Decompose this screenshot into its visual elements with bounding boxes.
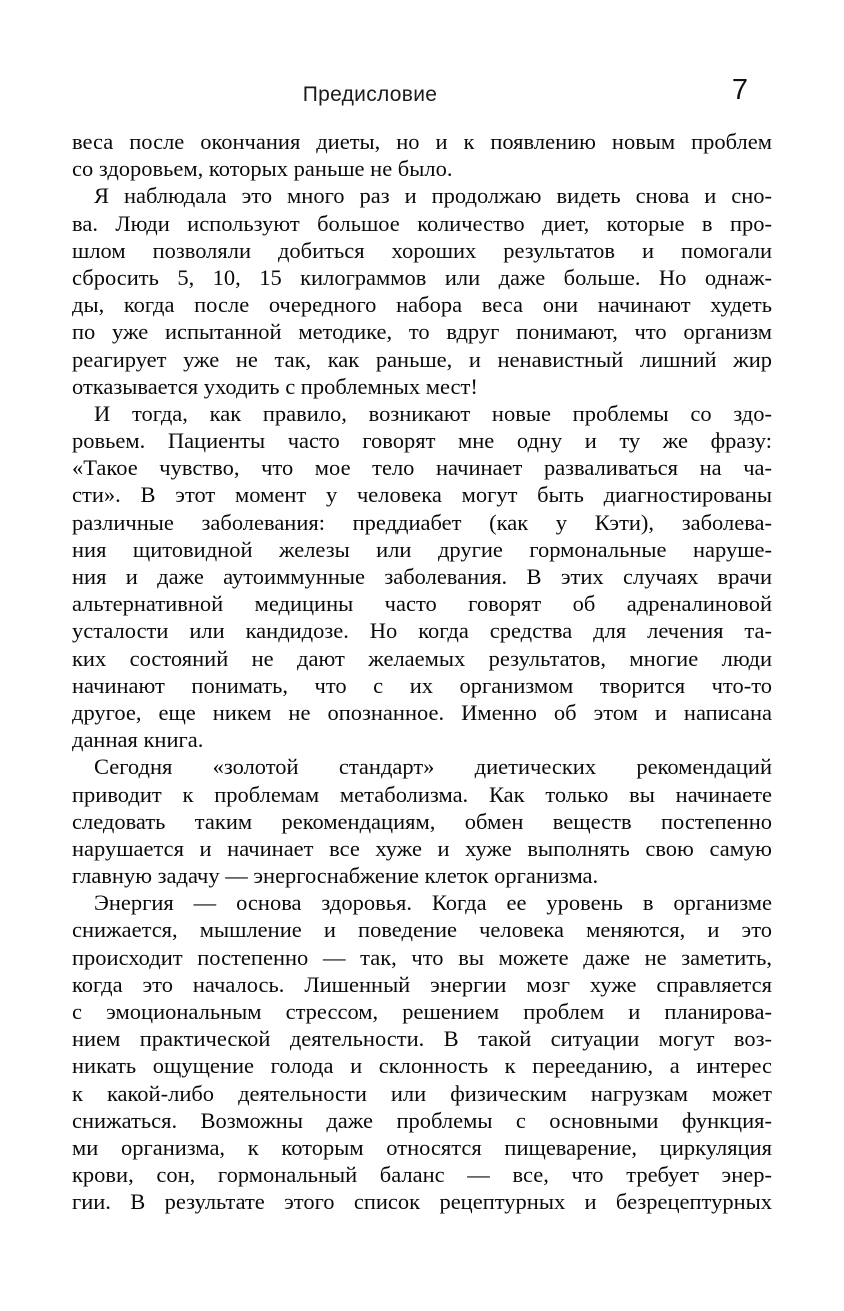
text-line: другое, еще никем не опознанное. Именно об этом и написана bbox=[72, 699, 772, 725]
text-line: ровьем. Пациенты часто говорят мне одну и ту же фразу: bbox=[72, 428, 772, 454]
text-line: происходит постепенно — так, что вы можете даже не заметить, bbox=[72, 944, 772, 970]
text-line: сбросить 5, 10, 15 килограммов или даже больше. Но однаж- bbox=[72, 264, 772, 290]
text-line: данная книга. bbox=[72, 727, 204, 753]
text-line: Я наблюдала это много раз и продолжаю видеть снова и сно- bbox=[94, 183, 772, 209]
text-line: когда это началось. Лишенный энергии мозг хуже справляется bbox=[72, 971, 772, 997]
text-line: ких состояний не дают желаемых результатов, многие люди bbox=[72, 645, 772, 671]
text-line: к какой-либо деятельности или физическим нагрузкам может bbox=[72, 1080, 772, 1106]
text-line: ми организма, к которым относятся пищеварение, циркуляция bbox=[72, 1134, 772, 1160]
running-head: Предисловие bbox=[302, 83, 438, 106]
text-line: главную задачу — энергоснабжение клеток организма. bbox=[72, 863, 599, 889]
text-line: начинают понимать, что с их организмом творится что-то bbox=[72, 672, 772, 698]
text-line: ва. Люди используют большое количество диет, которые в про- bbox=[72, 210, 772, 236]
text-line: нарушается и начинает все хуже и хуже выполнять свою самую bbox=[72, 835, 772, 861]
text-line: альтернативной медицины часто говорят об адреналиновой bbox=[72, 591, 772, 617]
text-line: «Такое чувство, что мое тело начинает разваливаться на ча- bbox=[72, 455, 772, 481]
text-line: усталости или кандидозе. Но когда средства для лечения та- bbox=[72, 618, 772, 644]
text-line: никать ощущение голода и склонность к перееданию, а интерес bbox=[72, 1053, 772, 1079]
text-line: ния щитовидной железы или другие гормональные наруше- bbox=[72, 536, 772, 562]
text-line: веса после окончания диеты, но и к появлению новым проблем bbox=[72, 129, 772, 154]
text-line: реагирует уже не так, как раньше, и ненавистный лишний жир bbox=[72, 346, 772, 372]
text-line: крови, сон, гормональный баланс — все, что требует энер- bbox=[72, 1162, 772, 1188]
text-line: снижается, мышление и поведение человека меняются, и это bbox=[72, 917, 772, 943]
text-line: со здоровьем, которых раньше не было. bbox=[72, 156, 453, 182]
text-line: снижаться. Возможны даже проблемы с основными функция- bbox=[72, 1107, 772, 1133]
text-line: отказывается уходить с проблемных мест! bbox=[72, 373, 478, 399]
text-line: различные заболевания: преддиабет (как у Кэти), заболева- bbox=[72, 509, 772, 535]
text-line: ния и даже аутоиммунные заболевания. В этих случаях врачи bbox=[72, 564, 772, 589]
text-line: сти». В этот момент у человека могут быть диагностированы bbox=[72, 482, 772, 508]
text-line: шлом позволяли добиться хороших результатов и помогали bbox=[72, 237, 772, 263]
text-line: по уже испытанной методике, то вдруг понимают, что организм bbox=[72, 319, 772, 345]
text-line: нием практической деятельности. В такой ситуации могут воз- bbox=[72, 1026, 772, 1052]
text-line: Сегодня «золотой стандарт» диетических рекомендаций bbox=[94, 754, 772, 780]
body-text-block bbox=[72, 128, 772, 1216]
text-line: с эмоциональным стрессом, решением проблем и планирова- bbox=[72, 999, 772, 1024]
page-number: 7 bbox=[731, 74, 749, 106]
text-line: ды, когда после очередного набора веса они начинают худеть bbox=[72, 292, 772, 318]
text-line: И тогда, как правило, возникают новые проблемы со здо- bbox=[94, 400, 772, 426]
text-line: Энергия — основа здоровья. Когда ее уровень в организме bbox=[94, 890, 772, 916]
text-line: приводит к проблемам метаболизма. Как только вы начинаете bbox=[72, 781, 772, 807]
text-line: следовать таким рекомендациям, обмен веществ постепенно bbox=[72, 808, 772, 834]
text-line: гии. В результате этого список рецептурных и безрецептурных bbox=[72, 1189, 772, 1215]
